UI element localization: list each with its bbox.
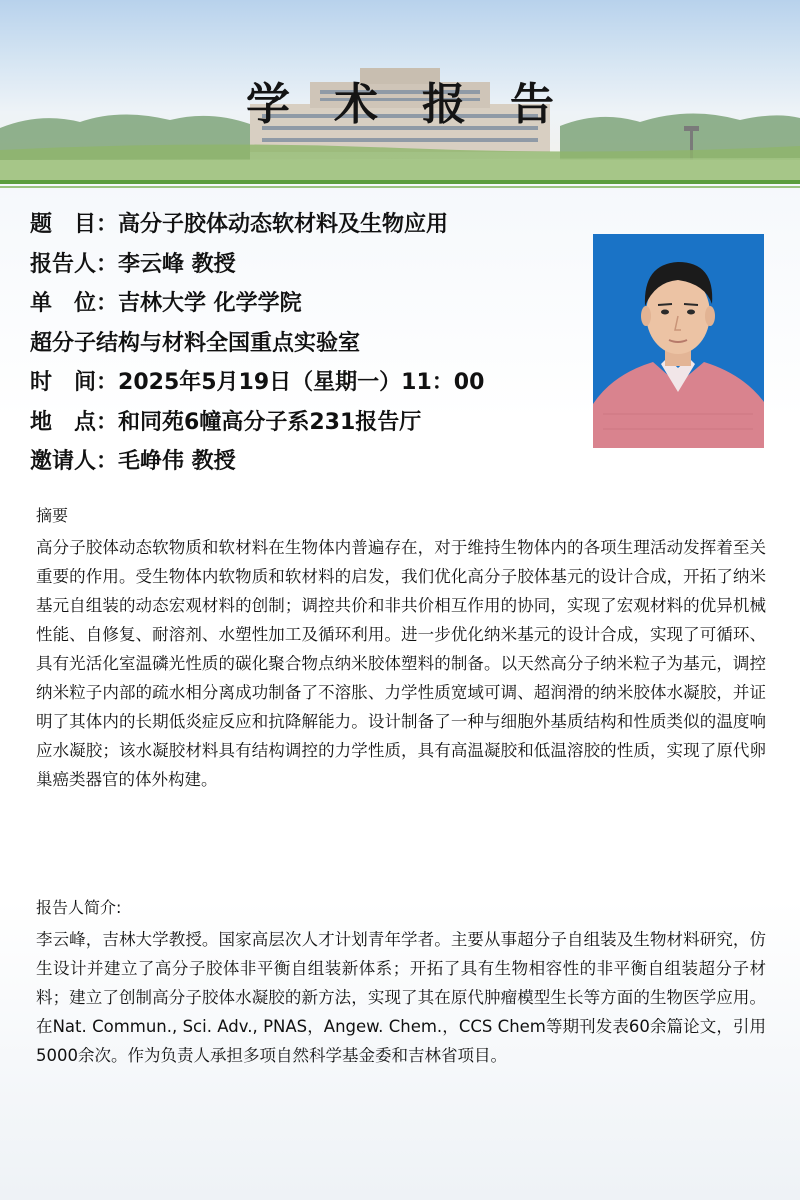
place-value: 和同苑6幢高分子系231报告厅	[118, 409, 422, 435]
topic-line	[30, 205, 590, 245]
time-value: 2025年5月19日（星期一）11：00	[118, 370, 485, 395]
bio-text: 李云峰，吉林大学教授。国家高层次人才计划青年学者。主要从事超分子自组装及生物材料研究，仿生设计并建立了高分子胶体非平衡自组装新体系；开拓了具有生物相容性的非平衡自组装超分子材料；建立了创制高分子胶体水凝胶的新方法，实现了其在原代肿瘤模型生长等方面的生物医学应用。在Nat. Commun., Sci. Adv., PNAS，Angew. Chem.，CCS Chem等期刊发表60余篇论文，引用5000余次。作为负责人承担多项自然科学基金委和吉林省项目。	[36, 930, 766, 1065]
place-label: 地 点：	[30, 409, 119, 435]
unit-value: 吉林大学 化学学院	[118, 291, 302, 316]
header-banner	[0, 0, 800, 182]
header-divider	[0, 180, 800, 184]
speaker-value: 李云峰 教授	[118, 251, 236, 277]
time-label: 时 间：	[30, 370, 119, 395]
abstract-heading: 摘要	[36, 506, 69, 525]
inviter-value: 毛峥伟 教授	[118, 449, 236, 474]
page-title: 学术报告	[246, 79, 598, 130]
topic-label: 题 目：	[30, 212, 119, 237]
place-line	[30, 403, 590, 443]
unit-line-2: 超分子结构与材料全国重点实验室	[30, 330, 361, 356]
inviter-label: 邀请人：	[30, 449, 119, 474]
speaker-label: 报告人：	[30, 251, 119, 277]
topic-value: 高分子胶体动态软材料及生物应用	[118, 212, 449, 237]
unit-line	[30, 284, 590, 324]
abstract-text: 高分子胶体动态软物质和软材料在生物体内普遍存在，对于维持生物体内的各项生理活动发挥着至关重要的作用。受生物体内软物质和软材料的启发，我们优化高分子胶体基元的设计合成，开拓了纳米基元自组装的动态宏观材料的创制；调控共价和非共价相互作用的协同，实现了宏观材料的优异机械性能、自修复、耐溶剂、水塑性加工及循环利用。进一步优化纳米基元的设计合成，实现了可循环、具有光活化室温磷光性质的碳化聚合物点纳米胶体塑料的制备。以天然高分子纳米粒子为基元，调控纳米粒子内部的疏水相分离成功制备了不溶胀、力学性质宽域可调、超润滑的纳米胶体水凝胶，并证明了其体内的长期低炎症反应和抗降解能力。设计制备了一种与细胞外基质结构和性质类似的温度响应水凝胶；该水凝胶材料具有结构调控的力学性质，具有高温凝胶和低温溶胶的性质，实现了原代卵巢癌类器官的体外构建。	[36, 538, 766, 789]
speaker-photo	[593, 234, 764, 448]
header-divider-thin	[0, 186, 800, 188]
time-line	[30, 363, 590, 403]
event-info	[30, 205, 590, 482]
bio-heading: 报告人简介:	[36, 898, 122, 917]
speaker-line	[30, 245, 590, 285]
inviter-line	[30, 442, 590, 482]
unit-label: 单 位：	[30, 291, 119, 316]
